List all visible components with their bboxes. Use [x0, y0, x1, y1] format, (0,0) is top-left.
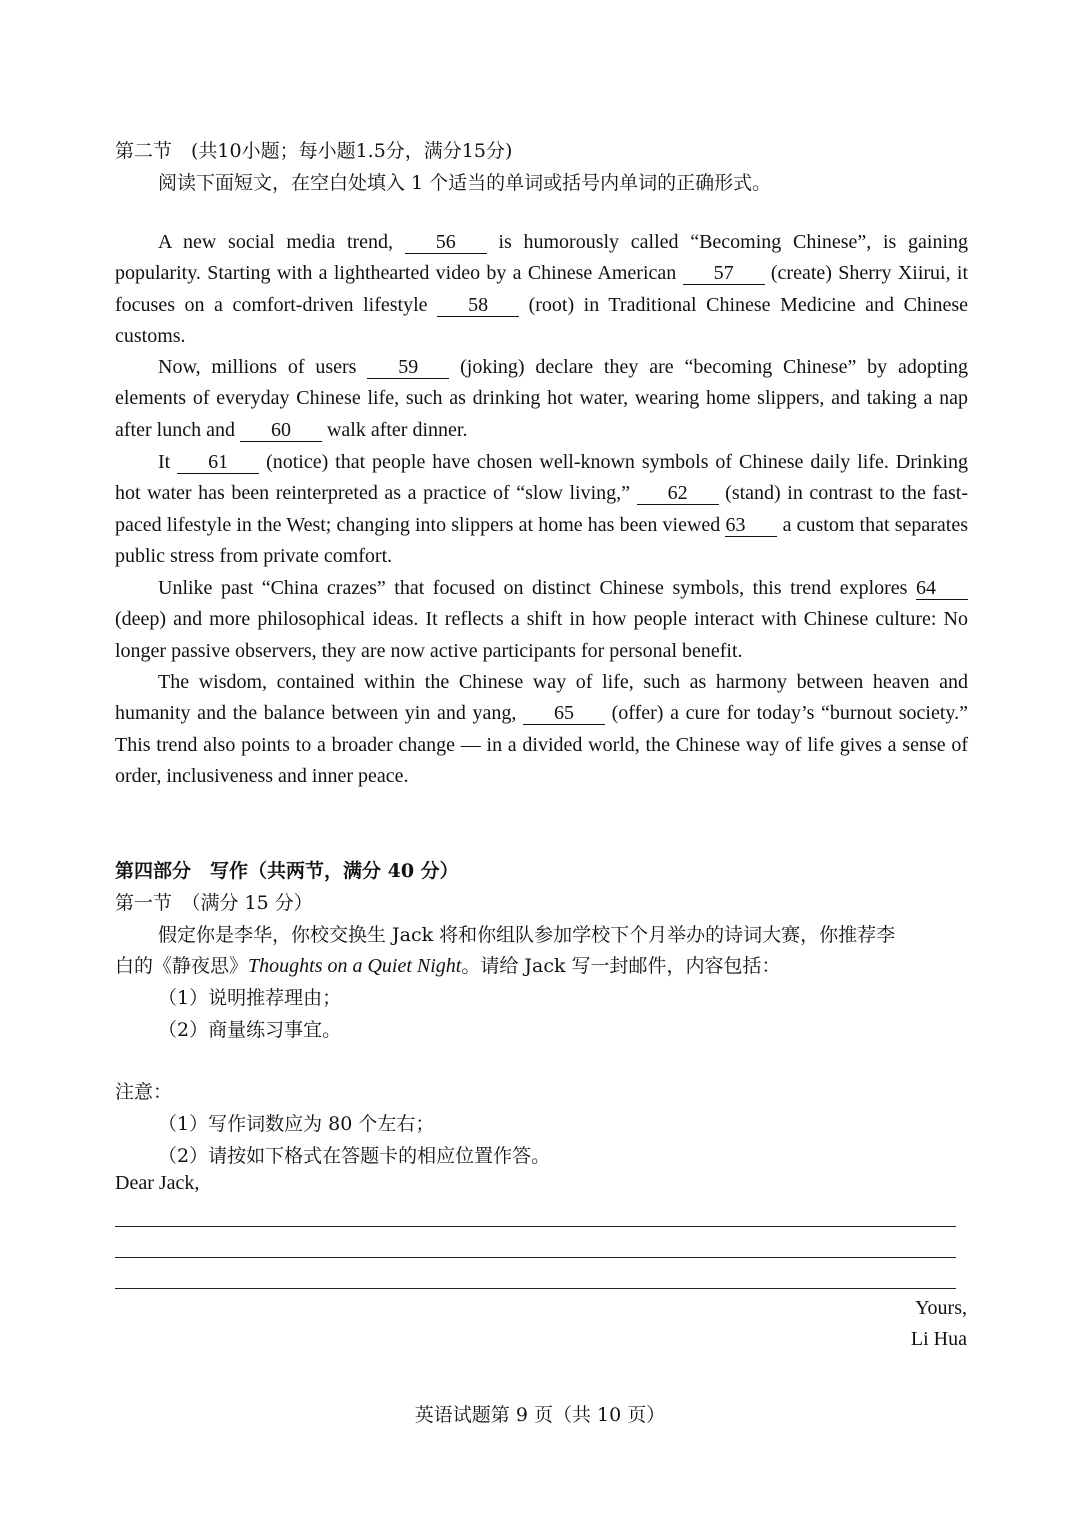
part-4-section-1: 第一节 （满分 15 分）: [115, 892, 313, 914]
blank-56[interactable]: 56: [405, 231, 487, 254]
note-title: 注意：: [115, 1081, 173, 1103]
letter-closing: Yours,: [915, 1297, 967, 1319]
requirement-2: （2）商量练习事宜。: [158, 1019, 342, 1041]
blank-61[interactable]: 61: [177, 451, 259, 474]
passage-paragraph-3: It 61 (notice) that people have chosen well-known symbols of Chinese daily life. Drinking hot water has been reinterpreted as a practice of “slow living,” 62 (stand) in contrast to the fast-paced lifestyle in the West; changing into slippers at home has been viewed 63 a custom that separates public stress from private comfort.: [115, 451, 969, 567]
requirement-1: （1）说明推荐理由；: [158, 987, 342, 1009]
blank-63[interactable]: 63: [725, 514, 777, 537]
letter-salutation: Dear Jack,: [115, 1172, 200, 1194]
letter-signature: Li Hua: [910, 1328, 967, 1350]
section-2-title: 第二节 (共10小题；每小题1.5分，满分15分): [115, 140, 513, 162]
blank-57[interactable]: 57: [683, 262, 765, 285]
answer-line-1[interactable]: [115, 1226, 956, 1227]
passage-paragraph-2: Now, millions of users 59 (joking) declare they are “becoming Chinese” by adopting elements of everyday Chinese life, such as drinking hot water, wearing home slippers, and taking a nap after lunch and 60 walk after dinner.: [115, 356, 969, 441]
note-1: （1）写作词数应为 80 个左右；: [158, 1113, 435, 1135]
answer-line-3[interactable]: [115, 1288, 956, 1289]
section-2-instruction: 阅读下面短文，在空白处填入 1 个适当的单词或括号内单词的正确形式。: [158, 172, 772, 194]
page-footer: 英语试题第 9 页（共 10 页）: [414, 1404, 666, 1426]
part-4-title: 第四部分 写作（共两节，满分 40 分）: [115, 860, 459, 882]
blank-59[interactable]: 59: [367, 356, 449, 379]
writing-prompt-line-1: 假定你是李华，你校交换生 Jack 将和你组队参加学校下个月举办的诗词大赛，你推荐李: [158, 924, 896, 946]
blank-60[interactable]: 60: [240, 419, 322, 442]
passage-paragraph-4: Unlike past “China crazes” that focused on distinct Chinese symbols, this trend explores 64 (deep) and more philosophical ideas. It reflects a shift in how people interact with Chinese culture: No longer passive observers, they are now active participants for personal benefit.: [115, 577, 968, 662]
blank-65[interactable]: 65: [523, 702, 605, 725]
writing-prompt-line-2: 白的《静夜思》Thoughts on a Quiet Night。请给 Jack 写一封邮件，内容包括：: [115, 955, 781, 977]
note-2: （2）请按如下格式在答题卡的相应位置作答。: [158, 1145, 551, 1167]
blank-62[interactable]: 62: [637, 482, 719, 505]
blank-64[interactable]: 64: [916, 577, 968, 600]
answer-line-2[interactable]: [115, 1257, 956, 1258]
passage-paragraph-5: The wisdom, contained within the Chinese way of life, such as harmony between heaven and humanity and the balance between yin and yang, 65 (offer) a cure for today’s “burnout society.” This trend also points to a broader change — in a divided world, the Chinese way of life gives a sense of order, inclusiveness and inner peace.: [115, 671, 968, 787]
passage-paragraph-1: A new social media trend, 56 is humorously called “Becoming Chinese”, is gaining popularity. Starting with a lighthearted video by a Chinese American 57 (create) Sherry Xiirui, it focuses on a comfort-driven lifestyle 58 (root) in Traditional Chinese Medicine and Chinese customs.: [115, 231, 969, 347]
poem-title: Thoughts on a Quiet Night: [248, 955, 462, 977]
blank-58[interactable]: 58: [437, 294, 519, 317]
